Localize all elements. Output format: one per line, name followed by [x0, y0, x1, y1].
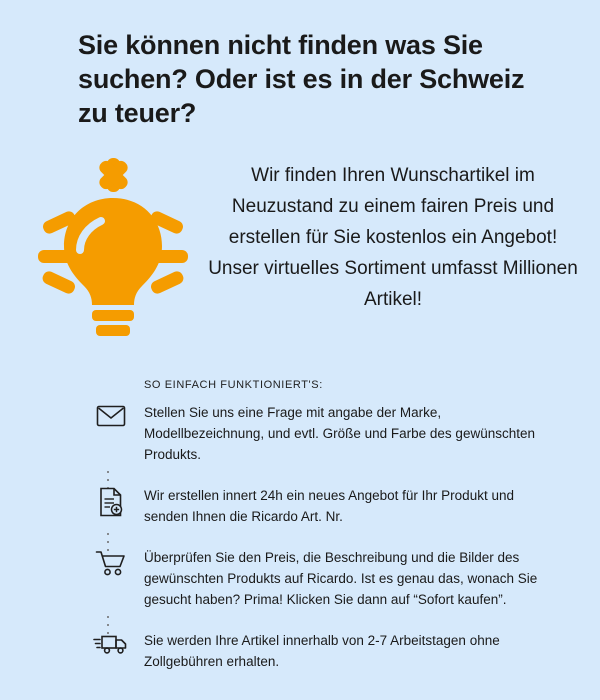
document-add-icon — [82, 485, 140, 517]
delivery-truck-icon — [82, 630, 140, 656]
envelope-icon — [82, 402, 140, 428]
list-item-text: Wir erstellen innert 24h ein neues Angebot für Ihr Produkt und senden Ihnen die Ricardo Art. Nr. — [144, 488, 514, 524]
list-item — [82, 630, 582, 672]
lightbulb-icon — [22, 158, 202, 348]
step-divider-dots — [82, 622, 582, 630]
step-divider-dots — [82, 539, 582, 547]
steps-heading: SO EINFACH FUNKTIONIERT'S: — [144, 379, 323, 391]
steps-list — [82, 402, 582, 684]
list-item — [82, 485, 582, 527]
page-title: Sie können nicht finden was Sie suchen? Oder ist es in der Schweiz zu teuer? — [78, 30, 525, 128]
list-item — [82, 402, 582, 465]
list-item-text: Überprüfen Sie den Preis, die Beschreibung und die Bilder des gewünschten Produkts auf Ricardo. Ist es genau das, wonach Sie gesucht haben? Prima! Klicken Sie dann auf “Sofort kaufen”. — [144, 550, 538, 607]
list-item-text: Sie werden Ihre Artikel innerhalb von 2-7 Arbeitstagen ohne Zollgebühren erhalten. — [144, 633, 500, 669]
shopping-cart-icon — [82, 547, 140, 577]
list-item-text: Stellen Sie uns eine Frage mit angabe der Marke, Modellbezeichnung, und evtl. Größe und Farbe des gewünschten Produkts. — [144, 405, 535, 462]
list-item — [82, 547, 582, 610]
step-divider-dots — [82, 477, 582, 485]
intro-paragraph: Wir finden Ihren Wunschartikel im Neuzustand zu einem fairen Preis und erstellen für Sie kostenlos ein Angebot! Unser virtuelles Sortiment umfasst Millionen Artikel! — [208, 165, 578, 310]
